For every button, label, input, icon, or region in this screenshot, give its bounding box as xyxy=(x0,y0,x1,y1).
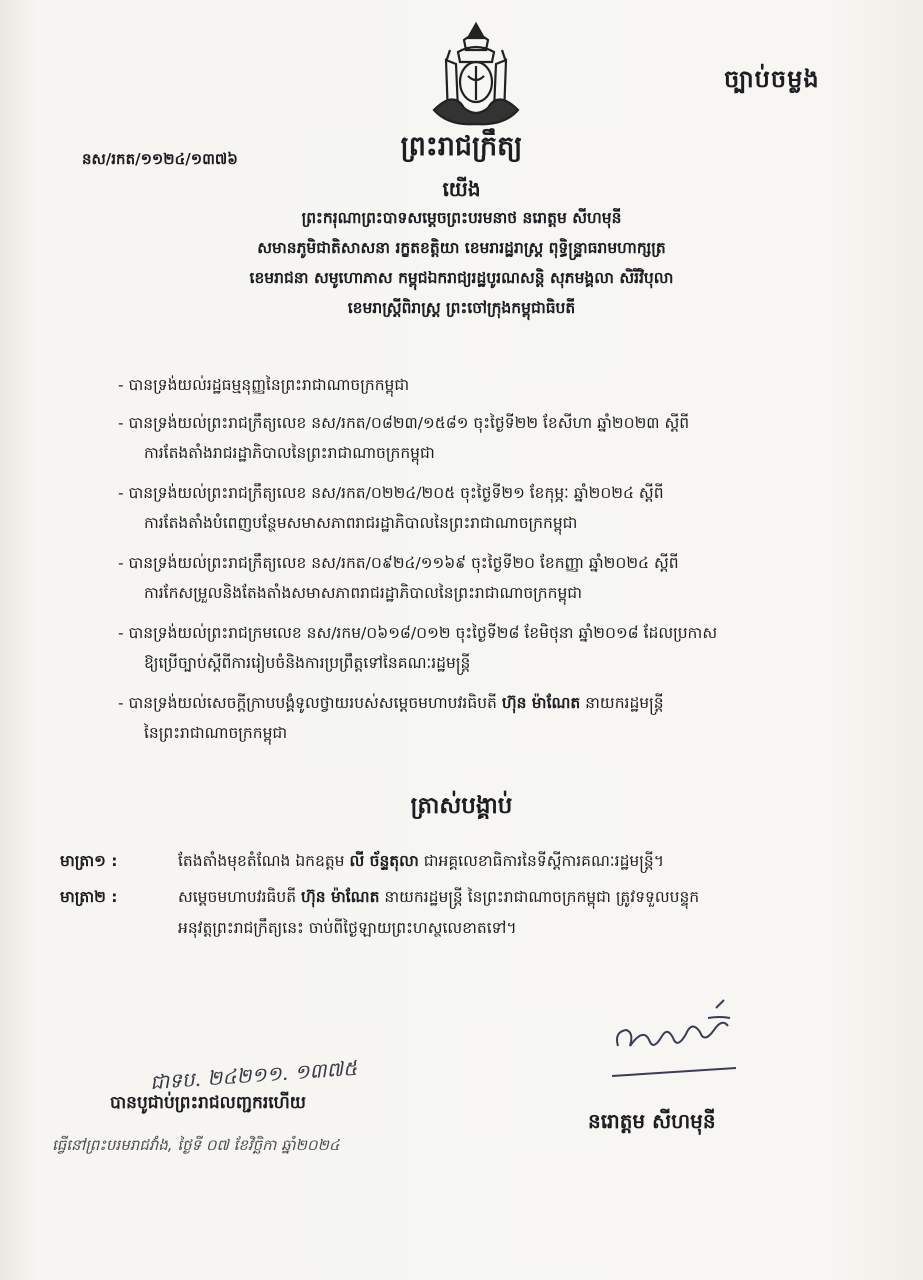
article-2 xyxy=(60,882,910,944)
visa-text: នាយករដ្ឋមន្ត្រី xyxy=(580,694,664,712)
king-title-line: ព្រះករុណាព្រះបាទសម្តេចព្រះបរមនាថ នរោត្តម សីហមុនី xyxy=(301,209,622,227)
article-label: មាត្រា១ : xyxy=(60,852,118,870)
handwritten-signature-icon xyxy=(604,996,744,1086)
royal-arms-emblem-icon xyxy=(424,20,528,128)
visa-text-continued: នៃព្រះរាជាណាចក្រកម្ពុជា xyxy=(144,724,288,742)
prime-minister-name: ហ៊ុន ម៉ាណែត xyxy=(501,694,581,712)
visa-text-continued: ឱ្យប្រើច្បាប់ស្តីពីការរៀបចំនិងការប្រព្រឹត្តទៅនៃគណៈរដ្ឋមន្ត្រី xyxy=(144,654,471,672)
article-text: ជាអគ្គលេខាធិការនៃទីស្តីការគណៈរដ្ឋមន្ត្រី។ xyxy=(418,852,664,870)
visa-text-continued: ការតែងតាំងរាជរដ្ឋាភិបាលនៃព្រះរាជាណាចក្រកម្ពុជា xyxy=(144,444,435,462)
appointee-name: លី ច័ន្ទតុលា xyxy=(349,852,419,870)
visa-text: - បានទ្រង់យល់ព្រះរាជក្រឹត្យលេខ នស/រកត/០២២៤/២០៥ ចុះថ្ងៃទី២១ ខែកុម្ភៈ ឆ្នាំ២០២៤ ស្តីពី xyxy=(118,484,664,502)
decree-number: នស/រកត/១១២៤/១៣៧៦ xyxy=(82,150,238,168)
visa-text-continued: ការតែងតាំងបំពេញបន្ថែមសមាសភាពរាជរដ្ឋាភិបាលនៃព្រះរាជាណាចក្រកម្ពុជា xyxy=(144,514,578,532)
visa-item xyxy=(118,618,898,678)
order-heading: ត្រាស់បង្គាប់ xyxy=(410,793,513,819)
visa-item xyxy=(118,408,898,468)
article-text: នាយករដ្ឋមន្ត្រី នៃព្រះរាជាណាចក្រកម្ពុជា ត្រូវទទួលបន្ទុក xyxy=(379,888,700,906)
king-title-line: សមានភូមិជាតិសាសនា រក្ខតខត្តិយា ខេមរារដ្ឋរាស្ត្រ ពុទ្ធិន្ទ្រាធរាមហាក្សត្រ xyxy=(257,239,666,257)
visa-text-continued: ការកែសម្រួលនិងតែងតាំងសមាសភាពរាជរដ្ឋាភិបាលនៃព្រះរាជាណាចក្រកម្ពុជា xyxy=(144,584,583,602)
article-text: តែងតាំងមុខតំណែង ឯកឧត្តម xyxy=(178,852,350,870)
copy-label: ច្បាប់ចម្លង xyxy=(724,65,820,93)
visa-text: - បានទ្រង់យល់ព្រះរាជក្រឹត្យលេខ នស/រកត/០៩២៤/១១៦៩ ចុះថ្ងៃទី២០ ខែកញ្ញា ឆ្នាំ២០២៤ ស្តីពី xyxy=(118,554,679,572)
visa-text: - បានទ្រង់យល់ព្រះរាជក្រឹត្យលេខ នស/រកត/០៨២៣/១៥៨១ ចុះថ្ងៃទី២២ ខែសីហា ឆ្នាំ២០២៣ ស្តីពី xyxy=(118,414,690,432)
place-and-date: ធ្វើនៅព្រះបរមរាជវាំង, ថ្ងៃទី ០៧ ខែវិច្ឆិកា ឆ្នាំ២០២៤ xyxy=(52,1136,340,1154)
visa-item xyxy=(118,370,898,400)
king-title-line: ខេមរាស្ត្រីពិរាស្ត្រ ព្រះចៅក្រុងកម្ពុជាធិបតី xyxy=(347,299,576,317)
article-text-continued: អនុវត្តព្រះរាជក្រឹត្យនេះ ចាប់ពីថ្ងៃឡាយព្រះហស្ថលេខាតទៅ។ xyxy=(178,919,517,937)
signer-name: នរោត្តម សីហមុនី xyxy=(588,1109,716,1133)
handwritten-reference-note: ជាទប. ២៤២១១. ១៣៧៥ xyxy=(149,1055,358,1095)
visa-text: - បានទ្រង់យល់ព្រះរាជក្រមលេខ នស/រកម/០៦១៨/០១២ ចុះថ្ងៃទី២៨ ខែមិថុនា ឆ្នាំ២០១៨ ដែលប្រកាស xyxy=(118,624,718,642)
decree-title: ព្រះរាជក្រឹត្យ xyxy=(400,131,523,162)
prime-minister-name: ហ៊ុន ម៉ាណែត xyxy=(301,888,380,906)
article-1 xyxy=(60,846,910,877)
seal-affixed-note: បានបូជាប់ព្រះរាជលញ្ជករហើយ xyxy=(110,1093,306,1113)
article-text: សម្តេចមហាបវរធិបតី xyxy=(178,888,301,906)
seen-heading: យើង xyxy=(442,177,481,201)
visa-item xyxy=(118,478,898,538)
article-label: មាត្រា២ : xyxy=(60,888,118,906)
visa-item xyxy=(118,688,898,748)
visa-text: - បានទ្រង់យល់សេចក្តីក្រាបបង្គំទូលថ្វាយរបស់សម្តេចមហាបវរធិបតី xyxy=(118,694,502,712)
visa-text: - បានទ្រង់យល់រដ្ឋធម្មនុញ្ញនៃព្រះរាជាណាចក្រកម្ពុជា xyxy=(118,376,410,394)
king-title-line: ខេមរាជនា សមូហោភាស កម្ពុជឯករាជ្យរដ្ឋបូរណសន្តិ សុភមង្គលា សិរីវិបុលា xyxy=(249,269,674,287)
visa-item xyxy=(118,548,898,608)
